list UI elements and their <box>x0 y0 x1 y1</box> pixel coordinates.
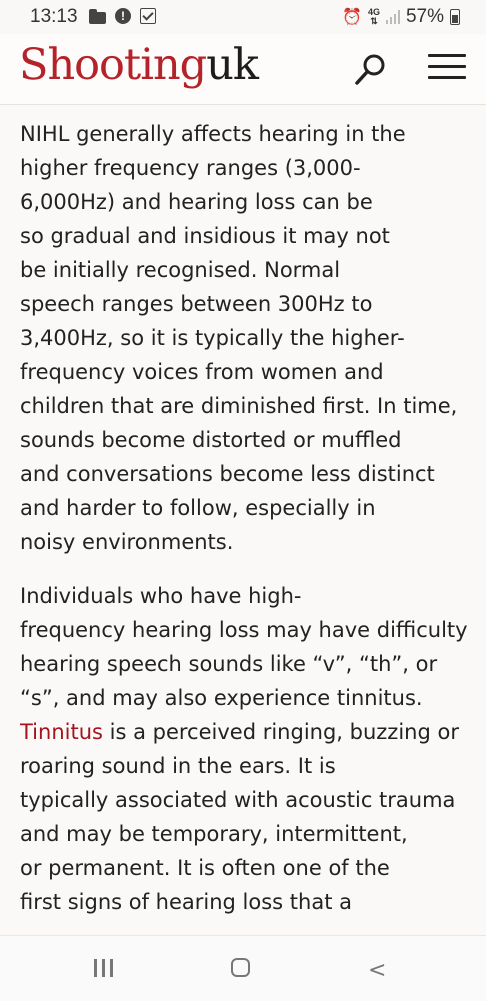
site-header <box>0 34 486 105</box>
back-icon[interactable]: < <box>368 958 387 983</box>
text-line: or permanent. It is often one of the <box>20 856 390 880</box>
article-paragraph-2 <box>20 579 470 919</box>
text-line: and may be temporary, intermittent, <box>20 822 408 846</box>
battery-percent: 57% <box>405 6 444 27</box>
menu-bar <box>428 76 466 79</box>
site-logo[interactable] <box>19 40 258 90</box>
text-line: so gradual and insidious it may not <box>20 224 390 248</box>
text-line: noisy environments. <box>20 530 234 554</box>
article-content <box>20 104 470 935</box>
text-line: and conversations become less distinct <box>20 462 435 486</box>
text-line: frequency hearing loss may have difficulty <box>20 618 468 642</box>
search-icon <box>352 50 392 90</box>
text-line: “s”, and may also experience tinnitus. <box>20 686 423 710</box>
text-line: and harder to follow, especially in <box>20 496 376 520</box>
text-line: hearing speech sounds like “v”, “th”, or <box>20 652 438 676</box>
status-bar <box>0 0 486 34</box>
recent-apps-icon[interactable] <box>94 959 113 977</box>
article-paragraph-1 <box>20 117 470 559</box>
menu-bar <box>428 65 466 68</box>
search-button[interactable] <box>352 50 392 90</box>
logo-part-uk: uk <box>206 40 258 90</box>
tinnitus-link[interactable]: Tinnitus <box>20 720 103 744</box>
system-nav-bar <box>0 935 486 1001</box>
folder-icon <box>89 12 106 24</box>
menu-button[interactable] <box>428 54 466 84</box>
text-line: speech ranges between 300Hz to <box>20 292 373 316</box>
hamburger-menu-icon <box>428 54 466 57</box>
text-line: first signs of hearing loss that a <box>20 890 352 914</box>
text-line: is a perceived ringing, buzzing or <box>102 720 459 744</box>
logo-part-shooting: Shooting <box>19 40 207 90</box>
text-line: children that are diminished first. In time, <box>20 394 458 418</box>
status-time: 13:13 <box>30 6 78 27</box>
text-line: typically associated with acoustic trauma <box>20 788 456 812</box>
text-line: higher frequency ranges (3,000- <box>20 156 361 180</box>
home-icon[interactable] <box>231 958 250 977</box>
battery-icon <box>450 9 460 25</box>
text-line: 6,000Hz) and hearing loss can be <box>20 190 373 214</box>
text-line: frequency voices from women and <box>20 360 384 384</box>
alert-icon: ! <box>115 8 131 24</box>
text-line: NIHL generally affects hearing in the <box>20 122 406 146</box>
alarm-icon: ⏰ <box>342 9 362 26</box>
checkbox-notification-icon <box>140 8 156 24</box>
text-line: Individuals who have high- <box>20 584 302 608</box>
signal-icon <box>386 10 400 24</box>
text-line: roaring sound in the ears. It is <box>20 754 336 778</box>
text-line: sounds become distorted or muffled <box>20 428 402 452</box>
network-type: 4G ⇅ <box>367 7 380 26</box>
text-line: be initially recognised. Normal <box>20 258 341 282</box>
text-line: 3,400Hz, so it is typically the higher- <box>20 326 405 350</box>
